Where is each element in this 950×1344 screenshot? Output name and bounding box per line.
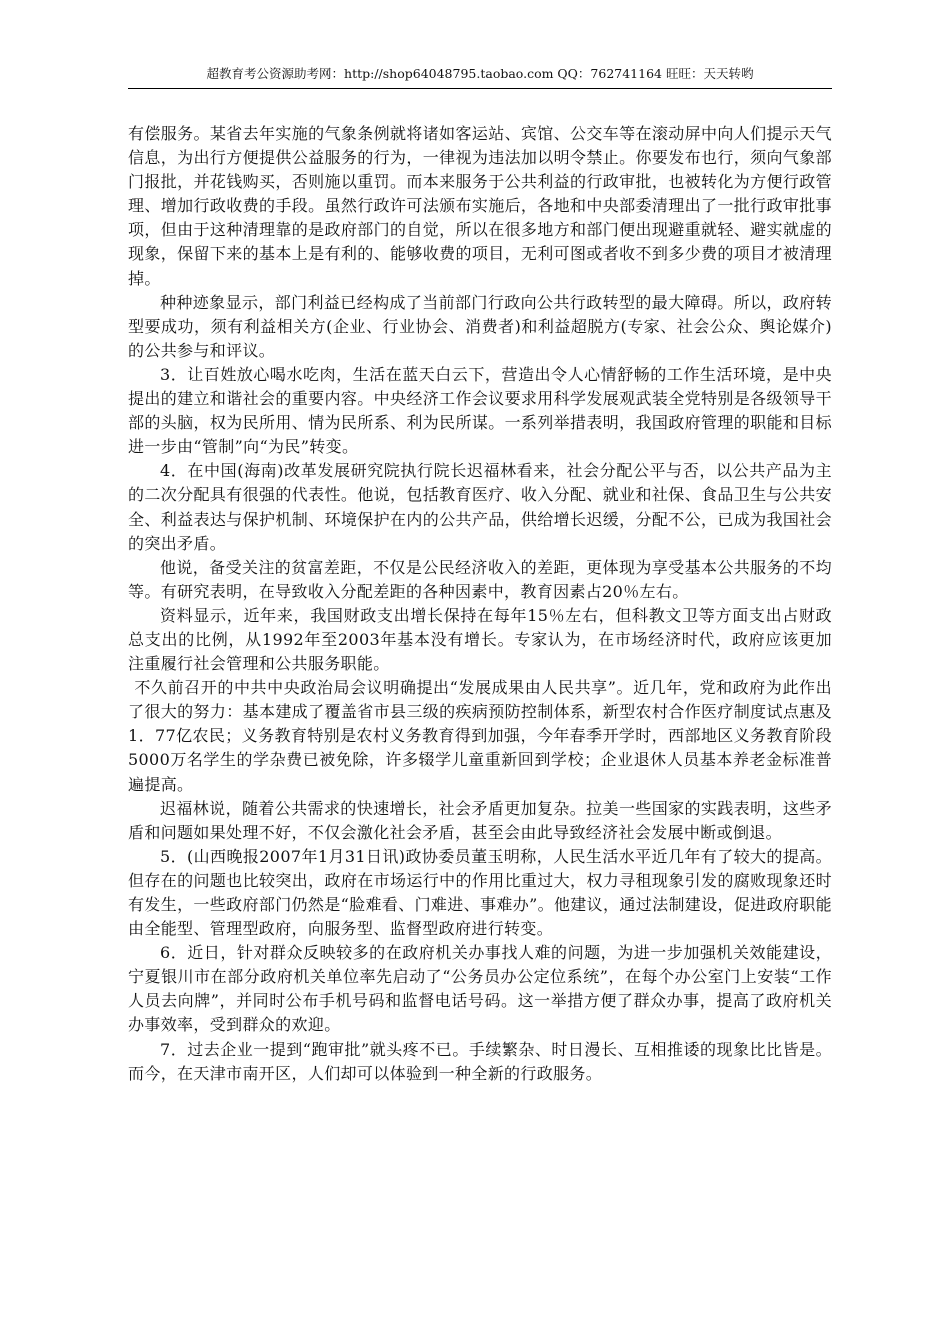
paragraph-item-6: 6．近日，针对群众反映较多的在政府机关办事找人难的问题，为进一步加强机关效能建设，宁夏银川市在部分政府机关单位率先启动了“公务员办公定位系统”，在每个办公室门上安装“工作人员去向牌”，并同时公布手机号码和监督电话号码。这一举措方便了群众办事，提高了政府机关办事效率，受到群众的欢迎。 — [128, 943, 832, 1035]
page-header — [128, 64, 832, 89]
paragraph-item-3: 3．让百姓放心喝水吃肉，生活在蓝天白云下，营造出令人心情舒畅的工作生活环境，是中央提出的建立和谐社会的重要内容。中央经济工作会议要求用科学发展观武装全党特别是各级领导干部的头脑，权为民所用、情为民所系、利为民所谋。一系列举措表明，我国政府管理的职能和目标进一步由“管制”向“为民”转变。 — [128, 364, 832, 457]
paragraph: 种种迹象显示，部门利益已经构成了当前部门行政向公共行政转型的最大障碍。所以，政府转型要成功，须有利益相关方(企业、行业协会、消费者)和利益超脱方(专家、社会公众、舆论媒介)的公共参与和评议。 — [128, 292, 832, 360]
paragraph: 资料显示，近年来，我国财政支出增长保持在每年15％左右，但科教文卫等方面支出占财政总支出的比例，从1992年至2003年基本没有增长。专家认为，在市场经济时代，政府应该更加注重履行社会管理和公共服务职能。 — [128, 605, 832, 674]
header-text: 超教育考公资源助考网：http://shop64048795.taobao.com QQ：762741164 旺旺：天天转哟 — [206, 66, 754, 81]
paragraph: 不久前召开的中共中央政治局会议明确提出“发展成果由人民共享”。近几年，党和政府为此作出了很大的努力：基本建成了覆盖省市县三级的疾病预防控制体系，新型农村合作医疗制度试点惠及1．77亿农民；义务教育特别是农村义务教育得到加强，今年春季开学时，西部地区义务教育阶段5000万名学生的学杂费已被免除，许多辍学儿童重新回到学校；企业退休人员基本养老金标准普遍提高。 — [128, 678, 832, 794]
paragraph-item-5: 5．(山西晚报2007年1月31日讯)政协委员董玉明称，人民生活水平近几年有了较大的提高。但存在的问题也比较突出，政府在市场运行中的作用比重过大，权力寻租现象引发的腐败现象还时有发生，一些政府部门仍然是“脸难看、门难进、事难办”。他建议，通过法制建设，促进政府职能由全能型、管理型政府，向服务型、监督型政府进行转变。 — [128, 846, 832, 939]
paragraph-continuation: 有偿服务。某省去年实施的气象条例就将诸如客运站、宾馆、公交车等在滚动屏中向人们提示天气信息，为出行方便提供公益服务的行为，一律视为违法加以明令禁止。你要发布也行，须向气象部门报批，并花钱购买，否则施以重罚。而本来服务于公共利益的行政审批，也被转化为方便行政管理、增加行政收费的手段。虽然行政许可法颁布实施后，各地和中央部委清理出了一批行政审批事项，但由于这种清理靠的是政府部门的自觉，所以在很多地方和部门便出现避重就轻、避实就虚的现象，保留下来的基本上是有利的、能够收费的项目，无利可图或者收不到多少费的项目才被清理掉。 — [128, 124, 832, 288]
paragraph: 他说，备受关注的贫富差距，不仅是公民经济收入的差距，更体现为享受基本公共服务的不均等。有研究表明，在导致收入分配差距的各种因素中，教育因素占20％左右。 — [128, 557, 832, 601]
paragraph-item-4: 4．在中国(海南)改革发展研究院执行院长迟福林看来，社会分配公平与否，以公共产品为主的二次分配具有很强的代表性。他说，包括教育医疗、收入分配、就业和社保、食品卫生与公共安全、利益表达与保护机制、环境保护在内的公共产品，供给增长迟缓，分配不公，已成为我国社会的突出矛盾。 — [128, 461, 832, 553]
paragraph: 迟福林说，随着公共需求的快速增长，社会矛盾更加复杂。拉美一些国家的实践表明，这些矛盾和问题如果处理不好，不仅会激化社会矛盾，甚至会由此导致经济社会发展中断或倒退。 — [128, 798, 832, 842]
paragraph-item-7: 7．过去企业一提到“跑审批”就头疼不已。手续繁杂、时日漫长、互相推诿的现象比比皆是。而今，在天津市南开区，人们却可以体验到一种全新的行政服务。 — [128, 1039, 832, 1083]
document-body — [128, 122, 832, 1086]
